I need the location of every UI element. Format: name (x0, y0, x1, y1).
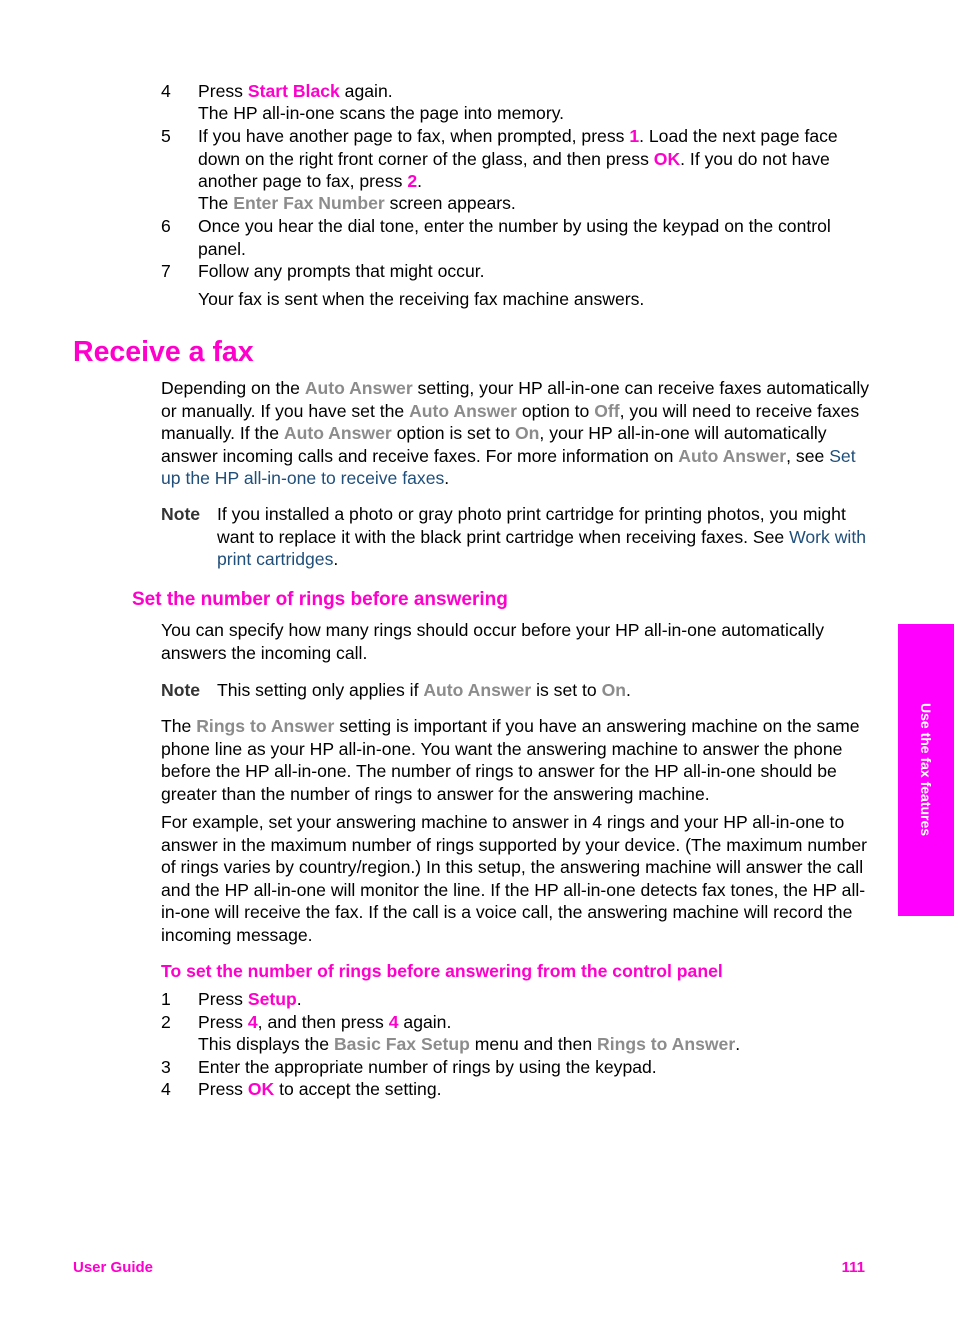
step-5-text (198, 125, 870, 193)
text-run: , your HP all-in-one will automatically answer incoming calls and receive faxes. For more information on (161, 423, 827, 466)
text-run: . (296, 989, 302, 1009)
text-run: . (417, 171, 422, 191)
text-run: option is set to (391, 423, 515, 443)
menu-term: Auto Answer (304, 378, 413, 398)
text-run: Press (198, 1012, 248, 1032)
proc-step-1-text (198, 988, 878, 1011)
rings-example-paragraph: For example, set your answering machine to answer in 4 rings and your HP all-in-one to answer in the maximum number of rings supported by your device. (The maximum number of rings varies by country/region.) In this setup, the answering machine will answer the call and the HP all-in-one will monitor the line. If the HP all-in-one detects fax tones, the HP all-in-one will receive the fax. If the call is a voice call, the answering machine will record the incoming message. (161, 812, 867, 945)
menu-term: Auto Answer (423, 680, 532, 700)
menu-term: Rings to Answer (597, 1034, 736, 1054)
step-5-result (198, 192, 878, 215)
cross-reference-link[interactable]: Work with print cartridges (217, 526, 866, 569)
proc-step-3-text: Enter the appropriate number of rings by using the keypad. (198, 1057, 657, 1077)
note-cartridge-text (217, 503, 877, 571)
step-7-text: Follow any prompts that might occur. (198, 261, 485, 281)
text-run: The (161, 716, 197, 736)
step-6-text: Once you hear the dial tone, enter the number by using the keypad on the control panel. (198, 216, 831, 259)
step-4-text (198, 80, 878, 103)
chapter-side-tab-label: Use the fax features (918, 703, 934, 837)
button-term: Start Black (247, 81, 340, 101)
section-title-receive-fax: Receive a fax (73, 336, 254, 368)
text-run: . (735, 1034, 741, 1054)
step-4-result: The HP all-in-one scans the page into memory. (198, 103, 565, 123)
text-run: Press (198, 989, 248, 1009)
procedure-title: To set the number of rings before answering from the control panel (161, 961, 723, 981)
text-run: . (444, 468, 450, 488)
text-run: again. (339, 81, 393, 101)
cross-reference-link[interactable]: Set up the HP all-in-one to receive faxes (161, 445, 856, 488)
proc-step-2-text (198, 1011, 878, 1034)
menu-term: Enter Fax Number (233, 193, 385, 213)
subsection-title-rings: Set the number of rings before answering (132, 589, 508, 610)
text-run: Depending on the (161, 378, 305, 398)
note-auto-answer-text (217, 679, 877, 702)
receive-intro-paragraph (161, 377, 873, 490)
text-run: The (198, 193, 234, 213)
button-term: OK (653, 148, 681, 169)
text-run: This displays the (198, 1034, 334, 1054)
text-run: , and then press (257, 1012, 389, 1032)
text-run: If you have another page to fax, when prompted, press (198, 126, 630, 146)
button-term: 2 (407, 171, 418, 191)
step-number: 6 (161, 216, 171, 236)
chapter-side-tab (898, 624, 954, 916)
text-run: . If you do not have another page to fax, press (198, 148, 830, 191)
proc-step-4-text (198, 1078, 878, 1101)
text-run: is set to (531, 680, 602, 700)
step-number: 3 (161, 1057, 171, 1077)
text-run: If you installed a photo or gray photo print cartridge for printing photos, you might want to replace it with the black print cartridge when receiving faxes. See (217, 504, 846, 547)
text-run: This setting only applies if (217, 680, 424, 700)
menu-term: Basic Fax Setup (333, 1034, 470, 1054)
menu-term: Auto Answer (409, 400, 517, 421)
text-run: setting, your HP all-in-one can receive faxes automatically or manually. If you have set the (161, 378, 870, 421)
text-run: . (626, 680, 631, 700)
step-number: 4 (161, 1079, 171, 1099)
text-run: , see (786, 445, 830, 466)
button-term: OK (247, 1079, 275, 1099)
footer-guide-title: User Guide (73, 1259, 154, 1276)
text-run: , you will need to receive faxes manually. If the (161, 400, 860, 443)
text-run: Press (198, 81, 248, 101)
step-number: 1 (161, 989, 171, 1009)
menu-term: Rings to Answer (196, 716, 335, 736)
proc-step-2-result (198, 1033, 878, 1056)
text-run: menu and then (469, 1034, 598, 1054)
text-run: screen appears. (384, 193, 516, 213)
step-number: 4 (161, 81, 171, 101)
note-label: Note (161, 680, 201, 700)
text-run: Press (198, 1079, 248, 1099)
button-term: 1 (629, 126, 640, 146)
text-run: setting is important if you have an answering machine on the same phone line as your HP all-in-one. You want the answering machine to answer the phone before the HP all-in-one. The number of rings to answer for the HP all-in-one should be greater than the number of rings to answer for the answering machine. (161, 716, 860, 804)
menu-term: On (601, 680, 627, 700)
text-run: . Load the next page face down on the right front corner of the glass, and then press (198, 126, 838, 169)
step-number: 5 (161, 126, 171, 146)
step-number: 2 (161, 1012, 171, 1032)
text-run: . (333, 549, 339, 569)
fax-sent-text: Your fax is sent when the receiving fax machine answers. (198, 289, 645, 309)
page-number: 111 (841, 1259, 865, 1276)
menu-term: Off (594, 400, 620, 421)
rings-intro-paragraph: You can specify how many rings should occur before your HP all-in-one automatically answers the incoming call. (161, 620, 825, 663)
text-run: option to (516, 400, 595, 421)
menu-term: Auto Answer (283, 423, 392, 443)
step-number: 7 (161, 261, 171, 281)
menu-term: Auto Answer (678, 445, 787, 466)
text-run: to accept the setting. (274, 1079, 442, 1099)
note-label: Note (161, 504, 201, 524)
menu-term: On (514, 423, 540, 443)
rings-to-answer-paragraph (161, 715, 873, 805)
button-term: 4 (247, 1012, 258, 1032)
button-term: Setup (247, 989, 297, 1009)
button-term: 4 (388, 1012, 399, 1032)
text-run: again. (398, 1012, 452, 1032)
